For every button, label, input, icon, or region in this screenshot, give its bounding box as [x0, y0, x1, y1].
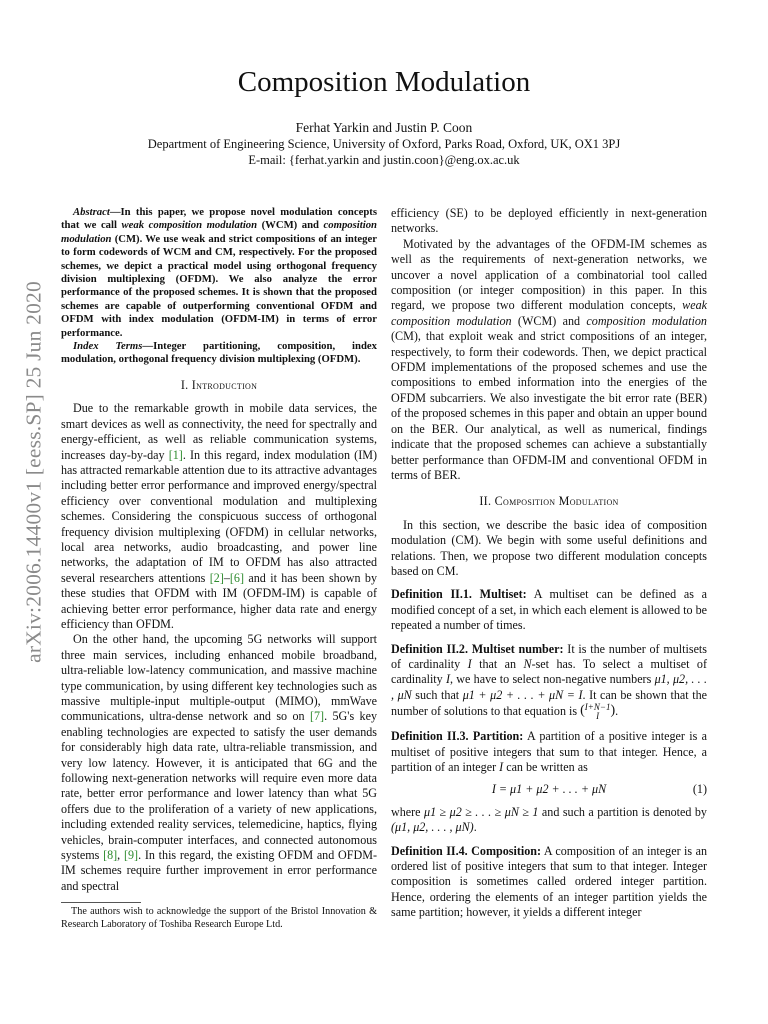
abstract-text: (WCM) and	[257, 219, 324, 232]
definition-heading: Definition II.4. Composition:	[391, 843, 542, 858]
definition-text: that an	[471, 656, 524, 671]
definition-multiset	[391, 587, 707, 633]
binomial-coefficient	[580, 703, 615, 721]
binomial-top: I+N−1	[584, 702, 611, 713]
math-symbol: N	[523, 656, 532, 671]
paper-title: Composition Modulation	[237, 66, 531, 98]
definition-heading: Definition II.2. Multiset number:	[391, 641, 564, 656]
math-sequence: μ1, μ2, . . . , μN	[391, 672, 707, 702]
paragraph-text: and it has been shown by these studies that OFDM with IM (OFDM-IM) is capable of achieving better error performance, higher data rate and energy efficiency than OFDM.	[61, 570, 378, 631]
math-symbol: I	[499, 760, 504, 774]
math-condition: μ1 ≥ μ2 ≥ . . . ≥ μN ≥ 1	[424, 804, 539, 819]
paragraph-text: On the other hand, the upcoming 5G networks will support three main services, including enhanced mobile broadband, ultra-reliable low-latency communication, and massive machine type communication, by using different key technologies such as massive multiple-input multiple-output (MIMO), mmWave communications, ultra-dense network and so on	[61, 632, 377, 724]
citation-link[interactable]: [2]	[209, 570, 224, 585]
definition-text: can be written as	[503, 760, 588, 774]
paragraph-text: . In this regard, index modulation (IM) has attracted remarkable attention due to its attractive advantages including better error performance and improved energy/spectral efficiency over conventional modulation and multiplexing schemes. Considering the conspicuous success of orthogonal frequency division multiplexing (OFDM) in cellular networks, local area networks, audio broadcasting, and power line networks, the adaptation of IM to OFDM has also attracted several researchers attentions	[61, 447, 377, 585]
equation-1	[391, 782, 707, 797]
intro-paragraph-3	[391, 237, 707, 484]
abstract	[61, 206, 377, 340]
right-column	[391, 206, 707, 921]
paper-email: E-mail: {ferhat.yarkin and justin.coon}@eng.ox.ac.uk	[248, 153, 520, 167]
paragraph-text: (CM), that exploit weak and strict compositions of an integer, respectively, to form their codewords. Then, we depict practical OFDM implementations of the proposed schemes and use the compositions to embed information into the energies of the OFDM subcarriers. We also investigate the bit error rate (BER) of the proposed schemes in this paper and obtain an upper bound on the BER. Our analytical, as well as numerical, findings indicate that the proposed schemes can achieve a substantially better performance than OFDM-IM and conventional OFDM in terms of BER.	[391, 329, 707, 482]
index-terms-text: —Integer partitioning, composition, index modulation, orthogonal frequency division multiplexing (OFDM).	[61, 340, 377, 366]
binomial-stack	[585, 703, 611, 721]
math-sum: μ1 + μ2 + . . . + μN = I	[462, 687, 583, 702]
binomial-paren: (	[580, 703, 585, 719]
left-column	[61, 206, 377, 894]
definition-text: such that	[411, 687, 463, 702]
equation-number: (1)	[692, 782, 707, 797]
paper-authors: Ferhat Yarkin and Justin P. Coon	[295, 120, 473, 135]
partition-condition	[391, 805, 707, 836]
paragraph-text: . In this regard, the existing OFDM and OFDM-IM schemes require further improvement in error performance and spectral	[61, 848, 378, 893]
index-terms-lead: Index Terms	[73, 340, 143, 353]
definition-heading: Definition II.1. Multiset:	[391, 587, 527, 602]
paper-affiliation: Department of Engineering Science, University of Oxford, Parks Road, Oxford, UK, OX1 3PJ	[147, 137, 621, 151]
definition-multiset-number	[391, 642, 707, 722]
definition-partition	[391, 729, 707, 775]
abstract-text: —In this paper, we propose novel modulation concepts that we call	[61, 206, 377, 232]
binomial-bottom: I	[596, 711, 600, 722]
intro-paragraph-2	[61, 632, 377, 894]
section2-intro: In this section, we describe the basic idea of composition modulation (CM). We begin with some useful definitions and relations. Then, we propose two different modulation concepts based on CM.	[391, 517, 707, 578]
binomial-paren: )	[610, 703, 616, 719]
definition-text: .	[615, 703, 619, 718]
citation-link[interactable]: [1]	[168, 447, 183, 462]
paragraph-text: –	[223, 570, 230, 585]
citation-link[interactable]: [9]	[123, 848, 139, 863]
abstract-lead: Abstract	[73, 206, 110, 218]
paragraph-text: (WCM) and	[511, 313, 587, 328]
paragraph-text: and such a partition is denoted by	[538, 804, 707, 819]
definition-text: . It can be shown that the number of solutions to that equation is	[391, 687, 707, 718]
paragraph-text: Due to the remarkable growth in mobile data services, the smart devices as well as connectivity, the need for spectrally and energy-efficient, as well as reliable communication systems, increases day-by-day	[61, 401, 377, 462]
math-symbol: I	[445, 672, 451, 687]
citation-link[interactable]: [8]	[103, 848, 118, 863]
abstract-term-cm: composition modulation	[61, 219, 377, 245]
definition-text: -set has. To select a multiset of cardinality	[391, 656, 707, 687]
term-wcm: weak composition modulation	[391, 298, 707, 328]
definition-composition	[391, 844, 707, 921]
definition-text: A composition of an integer is an ordered list of positive integers that sum to that integer. Integer composition is sometimes called ordered integer partition. Hence, ordering the elements of an integer partition yields the same partition; however, it yields a different integer	[391, 843, 708, 920]
section-heading-composition-modulation: II. Composition Modulation	[479, 494, 619, 509]
index-terms	[61, 340, 377, 367]
footnote-rule	[61, 902, 141, 903]
abstract-term-wcm: weak composition modulation	[121, 219, 258, 232]
math-symbol: I	[467, 656, 472, 671]
intro-continuation: efficiency (SE) to be deployed efficiently in next-generation networks.	[391, 206, 707, 236]
definition-text: , we have to select non-negative numbers	[450, 672, 655, 687]
intro-paragraph-1	[61, 401, 377, 632]
abstract-text: (CM). We use weak and strict compositions of an integer to form codewords of WCM and CM, respectively. For the proposed schemes, we depict a practical model using orthogonal frequency division multiplexing (OFDM). We also analyze the error performance of the proposed schemes. It is shown that the proposed schemes are capable of outperforming conventional OFDM and OFDM with index modulation (OFDM-IM) in terms of error performance.	[61, 232, 377, 339]
equation-body: I = μ1 + μ2 + . . . + μN	[491, 782, 607, 797]
definition-text: A multiset can be defined as a modified concept of a set, in which each element is allowed to be repeated a number of times.	[391, 587, 708, 633]
citation-link[interactable]: [6]	[229, 570, 245, 585]
paragraph-text: Motivated by the advantages of the OFDM-IM schemes as well as the requirements of next-generation networks, we uncover a novel application of a combinatorial tool called composition (or integer composition) in this paper. In this regard, we propose two different modulation concepts,	[391, 236, 707, 313]
paragraph-text: ,	[117, 848, 124, 863]
definition-heading: Definition II.3. Partition:	[391, 729, 524, 744]
math-tuple: (μ1, μ2, . . . , μN)	[391, 820, 474, 835]
paragraph-text: . 5G's key enabling technologies are expected to satisfy the user demands for considerably high data rate, ultra-reliable transmission, and very low latency. However, it is anticipated that 6G and the following next-generation networks will require even more data rate, better error performance and lower latency than what 5G offers due to the proliferation of a variety of new applications, including extended reality services, telemedicine, haptics, flying vehicles, brain-computer interfaces, and connected autonomous systems	[61, 709, 378, 863]
term-cm: composition modulation	[586, 313, 707, 328]
definition-text: A partition of a positive integer is a multiset of positive integers that sum to that integer. Hence, a partition of an integer	[391, 729, 708, 774]
definition-text: It is the number of multisets of cardinality	[391, 641, 707, 671]
paragraph-text: .	[473, 820, 477, 835]
citation-link[interactable]: [7]	[309, 709, 325, 724]
arxiv-identifier[interactable]: arXiv:2006.14400v1 [eess.SP] 25 Jun 2020	[21, 281, 46, 663]
paragraph-text: where	[391, 804, 424, 819]
footnote: The authors wish to acknowledge the support of the Bristol Innovation & Research Laboratory of Toshiba Research Europe Ltd.	[61, 906, 377, 930]
section-heading-introduction: I. Introduction	[180, 377, 258, 392]
